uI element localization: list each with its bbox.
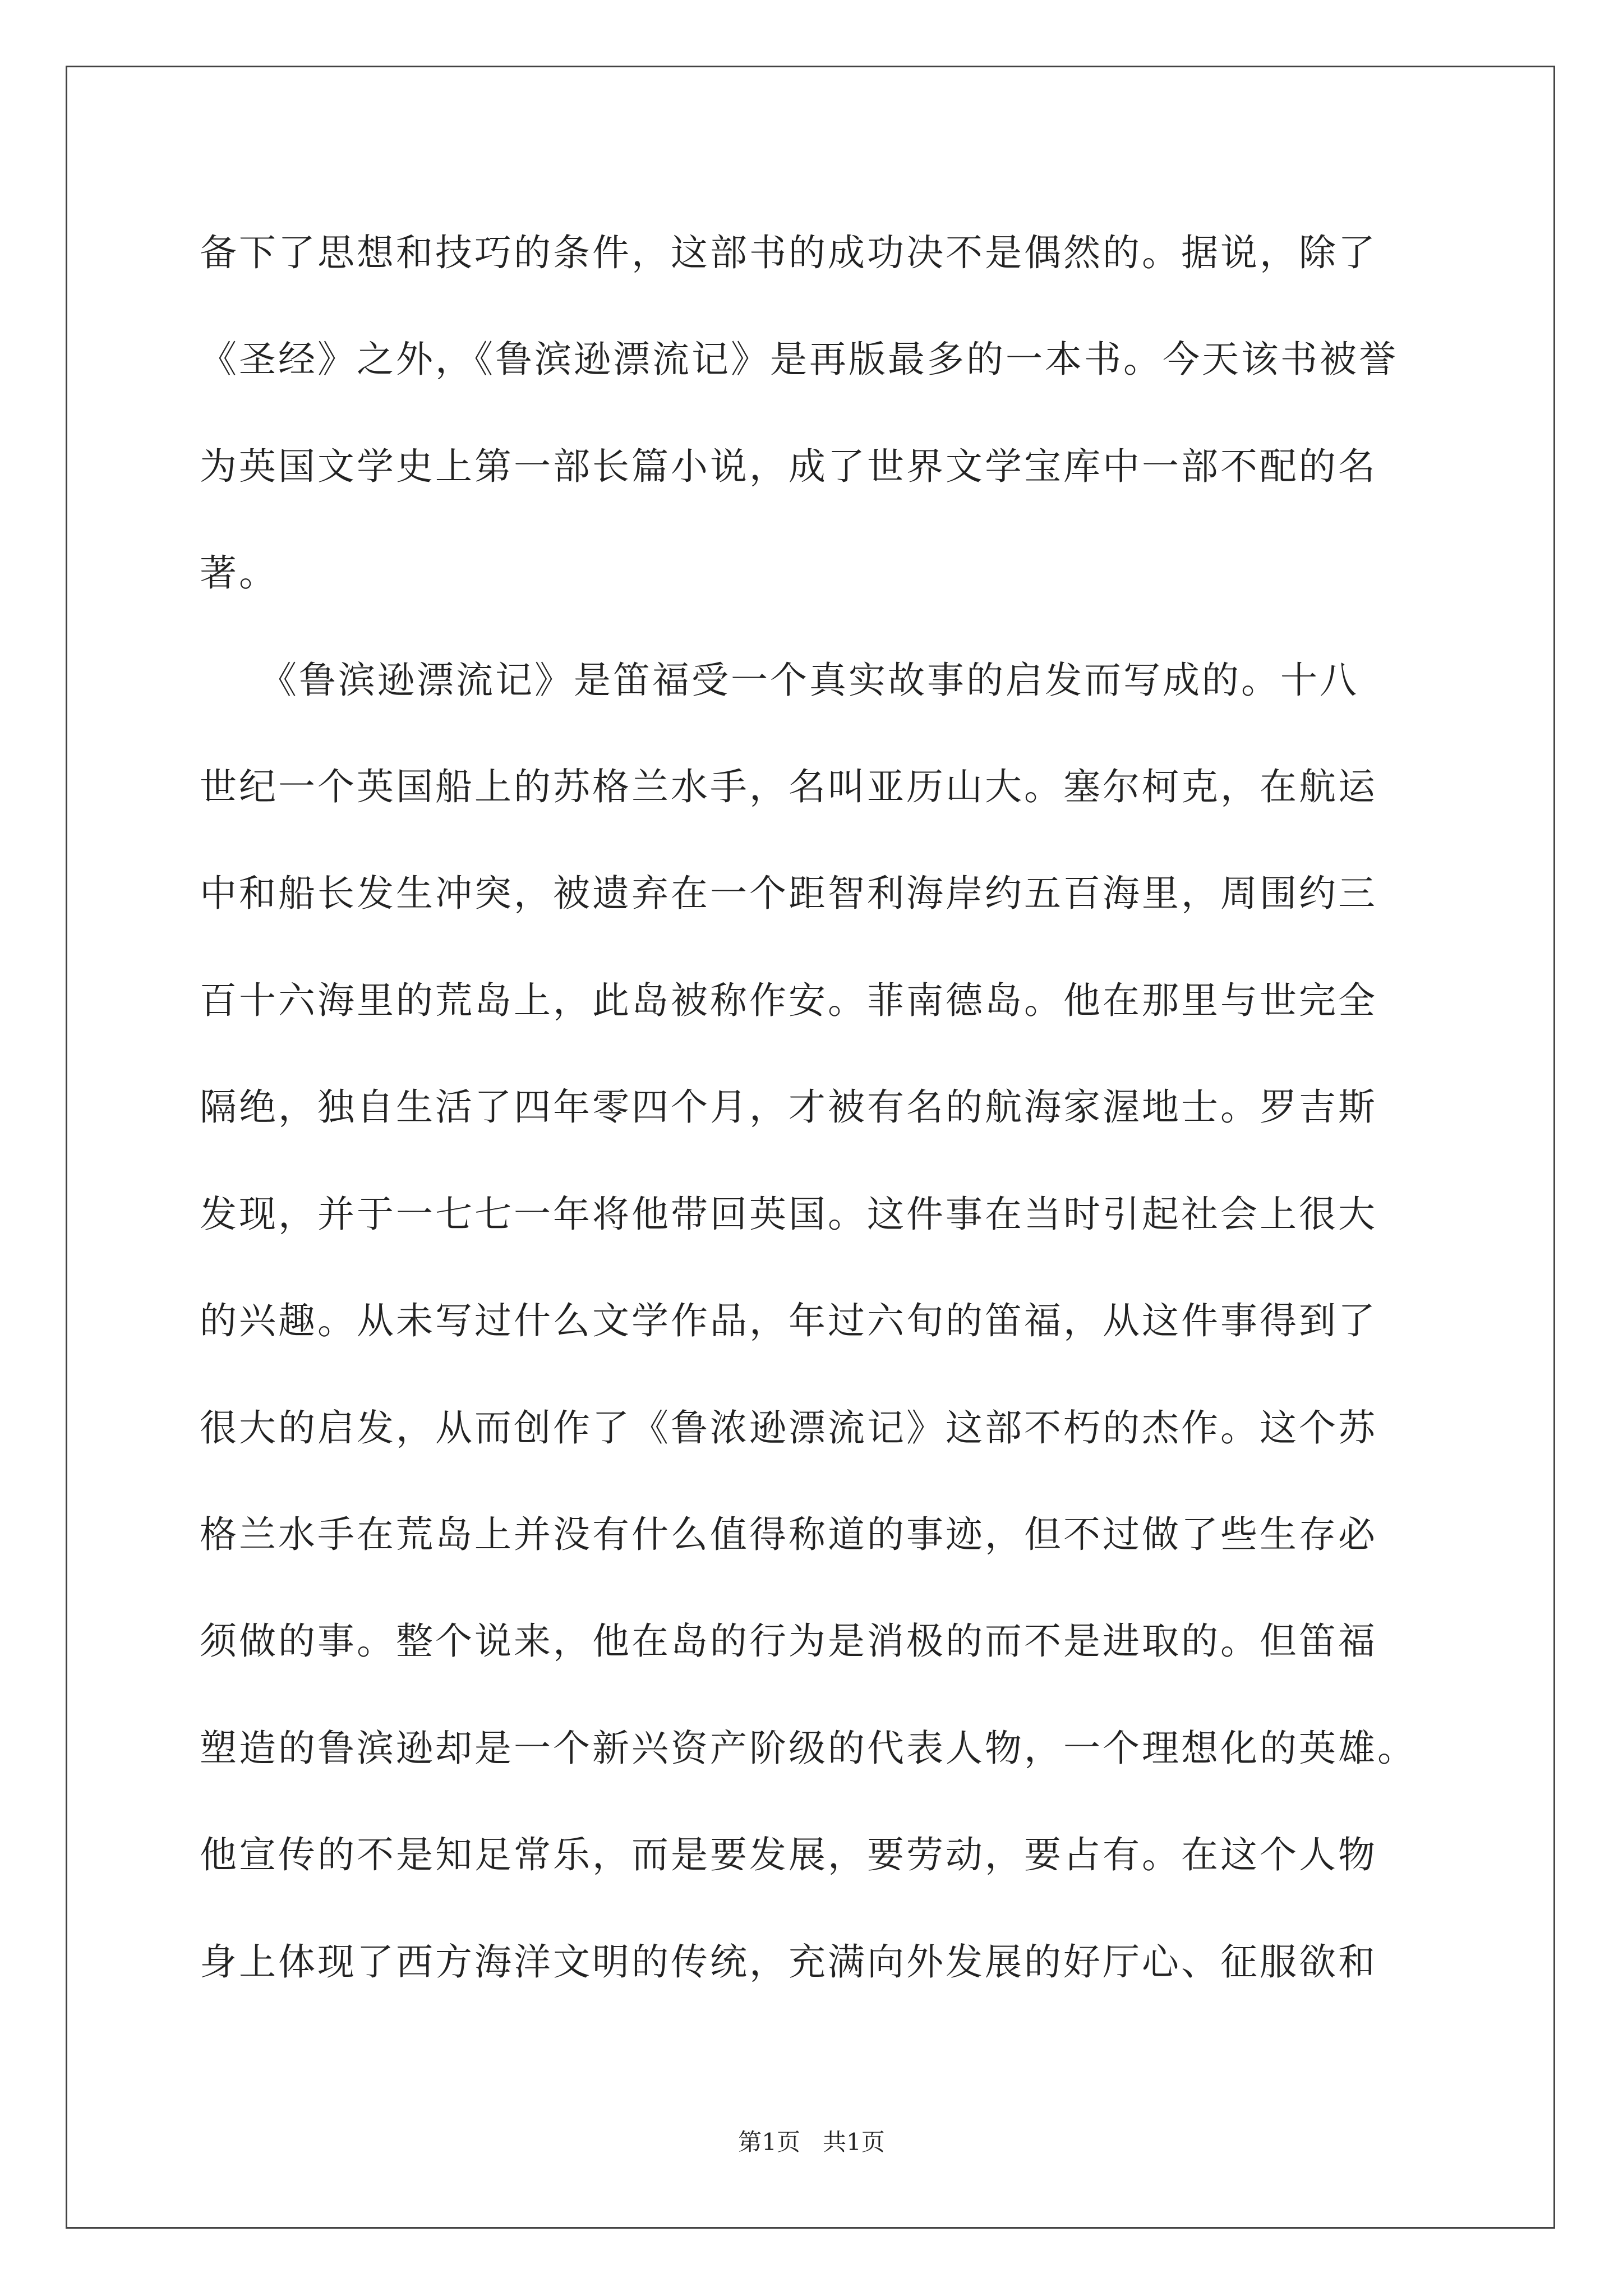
body-line: 世纪一个英国船上的苏格兰水手，名叫亚历山大。塞尔柯克，在航运 [200,765,1377,808]
body-line: 塑造的鲁滨逊却是一个新兴资产阶级的代表人物，一个理想化的英雄。 [200,1727,1417,1770]
page-footer [0,2128,1623,2156]
body-line: 身上体现了西方海洋文明的传统，充满向外发展的好厅心、征服欲和 [200,1940,1377,1984]
body-line: 《圣经》之外，《鲁滨逊漂流记》是再版最多的一本书。今天该书被誉 [200,338,1398,381]
body-line: 隔绝，独自生活了四年零四个月，才被有名的航海家渥地士。罗吉斯 [200,1085,1377,1129]
body-line: 备下了思想和技巧的条件，这部书的成功决不是偶然的。据说，除了 [200,231,1377,274]
body-line: 为英国文学史上第一部长篇小说，成了世界文学宝库中一部不配的名 [200,445,1377,488]
body-line: 格兰水手在荒岛上并没有什么值得称道的事迹，但不过做了些生存必 [200,1513,1377,1556]
body-line: 《鲁滨逊漂流记》是笛福受一个真实故事的启发而写成的。十八 [200,659,1359,702]
body-line: 著。 [200,551,278,595]
page-number: 第1页 [738,2128,800,2156]
body-line: 的兴趣。从未写过什么文学作品，年过六旬的笛福，从这件事得到了 [200,1299,1377,1342]
body-line: 须做的事。整个说来，他在岛的行为是消极的而不是进取的。但笛福 [200,1619,1377,1663]
body-line: 很大的启发，从而创作了《鲁浓逊漂流记》这部不朽的杰作。这个苏 [200,1406,1377,1450]
page-border [66,66,1555,2229]
page-total: 共1页 [823,2128,885,2156]
body-line: 中和船长发生冲突，被遗弃在一个距智利海岸约五百海里，周围约三 [200,872,1377,915]
body-line: 百十六海里的荒岛上，此岛被称作安。菲南德岛。他在那里与世完全 [200,979,1377,1022]
body-line: 发现，并于一七七一年将他带回英国。这件事在当时引起社会上很大 [200,1193,1377,1236]
body-line: 他宣传的不是知足常乐，而是要发展，要劳动，要占有。在这个人物 [200,1833,1377,1876]
